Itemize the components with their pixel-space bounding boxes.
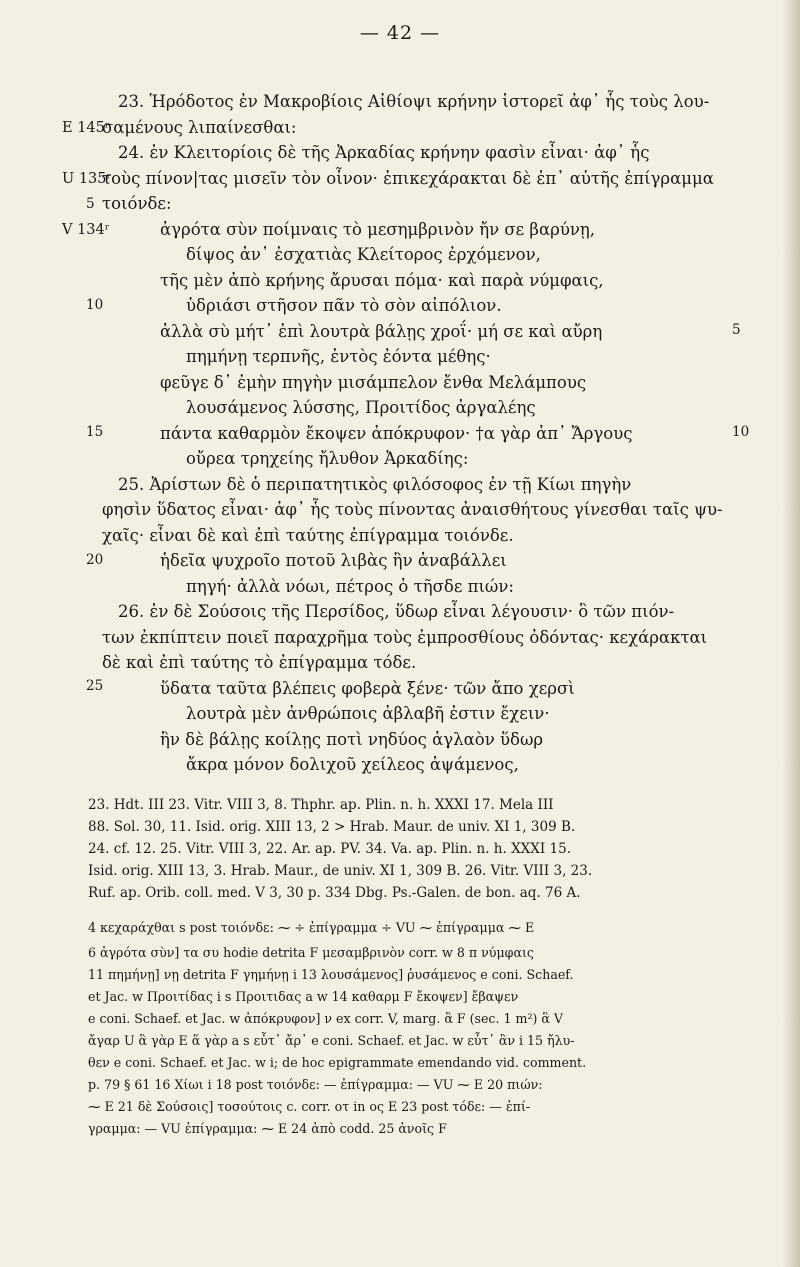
text-line: 25. Ἀρίστων δὲ ὁ περιπατητικὸς φιλόσοφος ἐν τῇ Κίωι πηγὴν	[118, 475, 632, 494]
text-line: δὲ καὶ ἐπὶ ταύτης τὸ ἐπίγραμμα τόδε.	[102, 653, 417, 672]
verse-line: ἢν δὲ βάλῃς κοίλῃς ποτὶ νηδύος ἀγλαὸν ὕδωρ	[160, 730, 544, 749]
line-number: 20	[86, 552, 104, 568]
verse-line: φεῦγε δ᾽ ἐμὴν πηγὴν μισάμπελον ἔνθα Μελάμπους	[160, 373, 587, 392]
text-line: φησὶν ὕδατος εἶναι· ἀφ᾽ ἧς τοὺς πίνοντας ἀναισθήτους γίνεσθαι ταῖς ψυ-	[102, 500, 723, 519]
text-line: 24. ἐν Κλειτορίοις δὲ τῆς Ἀρκαδίας κρήνην φασὶν εἶναι· ἀφ᾽ ἧς	[118, 143, 650, 162]
apparatus-line: e coni. Schaef. et Jac. w ἀπόκρυφον] ν ex corr. V, marg. ἃ F (sec. 1 m²) ἃ V	[88, 1011, 564, 1026]
verse-line: ἡδεῖα ψυχροῖο ποτοῦ λιβὰς ἣν ἀναβάλλει	[160, 551, 507, 570]
page-edge-shadow	[782, 0, 800, 1267]
line-number: 15	[86, 424, 104, 440]
verse-line: δίψος ἀν᾽ ἐσχατιὰς Κλείτορος ἐρχόμενον,	[186, 245, 541, 264]
page-number: — 42 —	[359, 22, 441, 44]
text-line: 23. Ἡρόδοτος ἐν Μακροβίοις Αἰθίοψι κρήνην ἱστορεῖ ἀφ᾽ ἧς τοὺς λου-	[118, 92, 710, 111]
margin-siglum: U 135ʳ	[62, 171, 112, 187]
line-number: 10	[86, 297, 104, 313]
line-number: 5	[732, 322, 741, 338]
text-line: τοὺς πίνον|τας μισεῖν τὸν οἶνον· ἐπικεχάρακται δὲ ἐπ᾽ αὐτῆς ἐπίγραμμα	[102, 169, 714, 188]
apparatus-line: 11 πημήνῃ] νῃ detrita F γημήνῃ i 13 λουσάμενος] ῥυσάμενος e coni. Schaef.	[88, 967, 574, 982]
line-number: 25	[86, 678, 104, 694]
verse-line: ὑδριάσι στῆσον πᾶν τὸ σὸν αἰπόλιον.	[186, 296, 502, 315]
verse-line: ὕδατα ταῦτα βλέπεις φοβερὰ ξένε· τῶν ἄπο χερσὶ	[160, 679, 575, 698]
margin-siglum: V 134ʳ	[62, 222, 110, 238]
sources-line: 88. Sol. 30, 11. Isid. orig. XIII 13, 2 > Hrab. Maur. de univ. XI 1, 309 B.	[88, 819, 576, 835]
text-line: σαμένους λιπαίνεσθαι:	[102, 118, 297, 137]
verse-line: ἀγρότα σὺν ποίμναις τὸ μεσημβρινὸν ἤν σε βαρύνῃ,	[160, 220, 596, 239]
line-number: 5	[86, 196, 95, 212]
apparatus-line: ⁓ E 21 δὲ Σούσοις] τοσούτοις c. corr. οτ in ος E 23 post τόδε: — ἐπί-	[88, 1099, 531, 1114]
margin-siglum: E 145ʳ	[62, 120, 110, 136]
text-line: χαῖς· εἶναι δὲ καὶ ἐπὶ ταύτης ἐπίγραμμα τοιόνδε.	[102, 526, 514, 545]
sources-line: Isid. orig. XIII 13, 3. Hrab. Maur., de univ. XI 1, 309 B. 26. Vitr. VIII 3, 23.	[88, 863, 593, 879]
text-line: 26. ἐν δὲ Σούσοις τῆς Περσίδος, ὕδωρ εἶναι λέγουσιν· ὃ τῶν πιόν-	[118, 602, 675, 621]
apparatus-line: 6 ἀγρότα σὺν] τα συ hodie detrita F μεσαμβρινὸν corr. w 8 π νύμφαις	[88, 945, 534, 960]
text-line: τοιόνδε:	[102, 194, 172, 213]
sources-line: Ruf. ap. Orib. coll. med. V 3, 30 p. 334 Dbg. Ps.-Galen. de bon. aq. 76 A.	[88, 885, 581, 901]
verse-line: λουτρὰ μὲν ἀνθρώποις ἀβλαβῆ ἐστιν ἔχειν·	[186, 704, 550, 723]
verse-line: οὔρεα τρηχείης ἤλυθον Ἀρκαδίης:	[186, 449, 469, 468]
apparatus-line: θεν e coni. Schaef. et Jac. w i; de hoc epigrammate emendando vid. comment.	[88, 1055, 587, 1070]
sources-line: 24. cf. 12. 25. Vitr. VIII 3, 22. Ar. ap. PV. 34. Va. ap. Plin. n. h. XXXI 15.	[88, 841, 572, 857]
verse-line: πημήνῃ τερπνῆς, ἐντὸς ἐόντα μέθης·	[186, 347, 491, 366]
apparatus-line: ἄγαρ U ἃ γὰρ E ἅ γὰρ a s εὖτ᾽ ἄρ᾽ e coni. Schaef. et Jac. w εὖτ᾽ ἂν i 15 ἤλυ-	[88, 1033, 575, 1048]
text-line: των ἐκπίπτειν ποιεῖ παραχρῆμα τοὺς ἐμπροσθίους ὀδόντας· κεχάρακται	[102, 628, 708, 647]
verse-line: πάντα καθαρμὸν ἔκοψεν ἀπόκρυφον· †α γὰρ ἀπ᾽ Ἄργους	[160, 424, 633, 443]
apparatus-line: et Jac. w Προιτίδας i s Προιτιδας a w 14 καθαρμ F ἔκοψεν] ἔβαψεν	[88, 989, 519, 1004]
apparatus-line: p. 79 § 61 16 Χίωι i 18 post τοιόνδε: — ἐπίγραμμα: — VU ⁓ E 20 πιών:	[88, 1077, 543, 1092]
line-number: 10	[732, 424, 750, 440]
apparatus-line: 4 κεχαράχθαι s post τοιόνδε: ⁓ ÷ ἐπίγραμμα ÷ VU ⁓ ἐπίγραμμα ⁓ E	[88, 920, 535, 935]
verse-line: πηγή· ἀλλὰ νόωι, πέτρος ὁ τῆσδε πιών:	[186, 577, 514, 596]
sources-line: 23. Hdt. III 23. Vitr. VIII 3, 8. Thphr. ap. Plin. n. h. XXXI 17. Mela III	[88, 797, 554, 813]
verse-line: ἀλλὰ σὺ μήτ᾽ ἐπὶ λουτρὰ βάλῃς χροΐ· μή σε καὶ αὔρη	[160, 322, 603, 341]
verse-line: ἄκρα μόνον δολιχοῦ χείλεος ἀψάμενος,	[186, 755, 519, 774]
verse-line: τῆς μὲν ἀπὸ κρήνης ἄρυσαι πόμα· καὶ παρὰ νύμφαις,	[160, 271, 604, 290]
apparatus-line: γραμμα: — VU ἐπίγραμμα: ⁓ E 24 ἀπὸ codd. 25 ἀνοῖς F	[88, 1121, 447, 1136]
verse-line: λουσάμενος λύσσης, Προιτίδος ἀργαλέης	[186, 398, 536, 417]
